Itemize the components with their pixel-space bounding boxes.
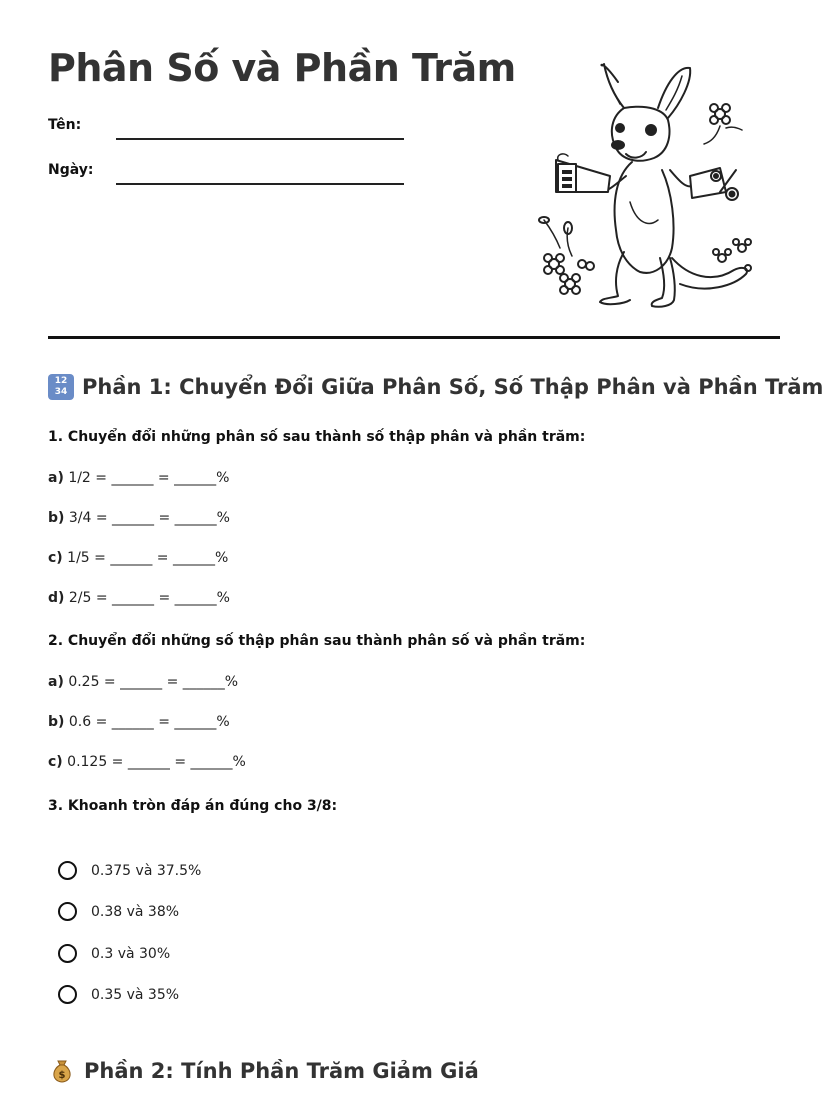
item-label: b) — [48, 714, 65, 730]
item-label: d) — [48, 590, 65, 606]
answer-option-label: 0.38 và 38% — [91, 903, 180, 920]
item-expression: 2/5 = ______ = ______% — [68, 590, 230, 606]
radio-circle[interactable] — [58, 985, 77, 1004]
section-1-title — [48, 374, 823, 400]
answer-option-label: 0.3 và 30% — [91, 945, 171, 962]
q1-item-d — [48, 590, 230, 606]
name-label: Tên: — [48, 117, 82, 133]
answer-option[interactable] — [58, 944, 170, 963]
q2-item-c — [48, 754, 246, 770]
q2-item-b — [48, 714, 230, 730]
answer-option[interactable] — [58, 861, 201, 880]
svg-text:$: $ — [58, 1070, 66, 1081]
item-expression: 0.125 = ______ = ______% — [67, 754, 246, 770]
section-1-title-text: Phần 1: Chuyển Đổi Giữa Phân Số, Số Thập Phân và Phần Trăm — [82, 375, 824, 399]
answer-option-label: 0.375 và 37.5% — [91, 862, 202, 879]
header-divider — [48, 336, 780, 339]
q2-item-a — [48, 674, 238, 690]
q1-item-a — [48, 470, 229, 486]
name-field[interactable] — [116, 138, 404, 140]
question-3: 3. Khoanh tròn đáp án đúng cho 3/8: — [48, 798, 338, 814]
answer-option-label: 0.35 và 35% — [91, 986, 180, 1003]
item-expression: 3/4 = ______ = ______% — [68, 510, 230, 526]
item-expression: 1/2 = ______ = ______% — [68, 470, 230, 486]
radio-circle[interactable] — [58, 902, 77, 921]
section-2-title-text: Phần 2: Tính Phần Trăm Giảm Giá — [84, 1059, 479, 1083]
input-numbers-icon: 12 34 — [48, 374, 74, 400]
page-title: Phân Số và Phần Trăm — [48, 46, 516, 90]
answer-option[interactable] — [58, 985, 179, 1004]
question-1: 1. Chuyển đổi những phân số sau thành số thập phân và phần trăm: — [48, 429, 586, 445]
question-2: 2. Chuyển đổi những số thập phân sau thành phân số và phần trăm: — [48, 633, 586, 649]
kangaroo-illustration — [520, 52, 770, 314]
q1-item-b — [48, 510, 230, 526]
item-label: b) — [48, 510, 65, 526]
money-bag-icon — [48, 1057, 76, 1085]
item-label: c) — [48, 550, 63, 566]
radio-circle[interactable] — [58, 944, 77, 963]
item-label: c) — [48, 754, 63, 770]
item-expression: 1/5 = ______ = ______% — [67, 550, 229, 566]
item-expression: 0.6 = ______ = ______% — [68, 714, 230, 730]
section-2-title — [48, 1057, 479, 1085]
answer-option[interactable] — [58, 902, 179, 921]
q1-item-c — [48, 550, 228, 566]
date-label: Ngày: — [48, 162, 94, 178]
radio-circle[interactable] — [58, 861, 77, 880]
date-field[interactable] — [116, 183, 404, 185]
item-label: a) — [48, 674, 64, 690]
item-label: a) — [48, 470, 64, 486]
item-expression: 0.25 = ______ = ______% — [68, 674, 239, 690]
